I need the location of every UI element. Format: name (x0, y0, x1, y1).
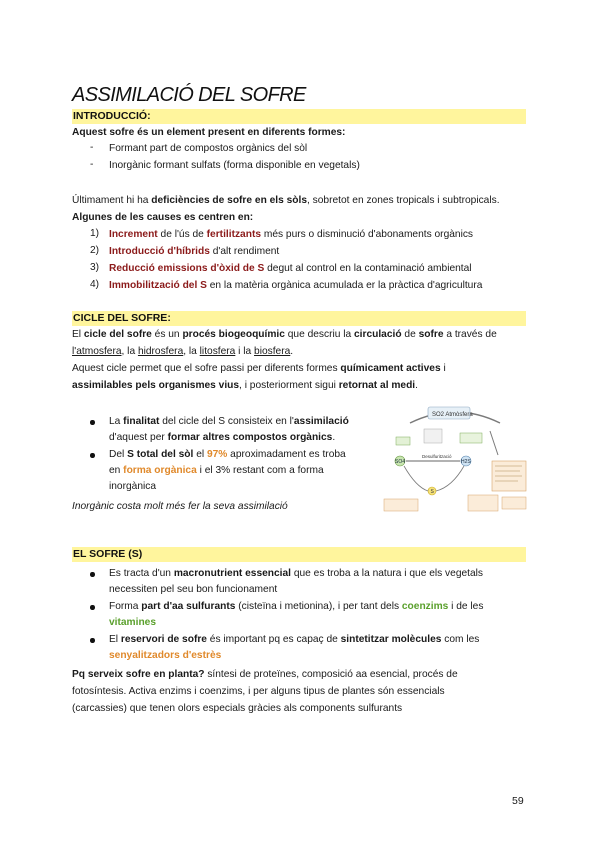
h2s-label: H2S (461, 459, 471, 465)
cycle-bullet1-line1 (109, 415, 349, 428)
text-red: fertilitzants (206, 229, 261, 240)
dash-marker: - (90, 142, 94, 153)
deficit-line (72, 194, 500, 207)
text: aproximadament es troba (227, 449, 346, 460)
cause-4 (109, 279, 482, 292)
text-bold: reservori de sofre (120, 634, 207, 645)
text: . (290, 346, 294, 357)
bullet-icon (90, 572, 95, 577)
text: és important pq es capaç de (206, 634, 341, 645)
text-underline: litosfera (199, 346, 236, 357)
text-bold: finalitat (123, 416, 160, 427)
text: en (109, 465, 124, 476)
oxidation-box (468, 495, 498, 511)
text-bold: retornat al medi (338, 380, 416, 391)
cause-3 (109, 262, 472, 275)
text: , sobretot en zones tropicals i subtropicals. (307, 195, 500, 206)
sofre-b2-line1 (109, 600, 483, 613)
text: i de les (448, 601, 484, 612)
text-bold: deficiències de sofre en els sòls (151, 195, 307, 206)
text: , i posteriorment sigui (239, 380, 339, 391)
text: El (109, 634, 121, 645)
sofre-heading: EL SOFRE (S) (73, 548, 143, 560)
text: de l'ús de (157, 229, 207, 240)
intro-lead: Aquest sofre és un element present en diferents formes: (72, 127, 346, 138)
text: . (415, 380, 418, 391)
node-box (396, 437, 410, 445)
cause-2 (109, 245, 279, 258)
dash-marker: - (90, 159, 94, 170)
atmosphere-label: SO2 Atmòsfera (432, 412, 473, 418)
text: Del (109, 449, 128, 460)
causes-lead: Algunes de les causes es centren en: (72, 212, 254, 223)
sofre-b3-line1 (109, 633, 479, 646)
cycle-p1-line1 (72, 328, 497, 341)
text: és un (151, 329, 183, 340)
list-number: 4) (90, 279, 100, 290)
text-bold: Pq serveix sofre en planta? (72, 669, 205, 680)
text: El (72, 329, 84, 340)
text-red: Immobilització del S (109, 280, 207, 291)
text-underline: hidrosfera (137, 346, 184, 357)
text: més purs o disminució d'abonaments orgànics (261, 229, 474, 240)
cycle-bullet1-line2 (109, 431, 335, 444)
text-red: Introducció d'híbrids (109, 246, 210, 257)
text: Es tracta d'un (109, 568, 174, 579)
sofre-pq-line1 (72, 668, 458, 681)
text: en la matèria orgànica acumulada er la pràctica d'agricultura (206, 280, 483, 291)
cycle-heading: CICLE DEL SOFRE: (73, 312, 171, 324)
text: i el 3% restant com a forma (196, 465, 324, 476)
cycle-bullet2-line1 (109, 448, 346, 461)
text: degut al control en la contaminació ambiental (264, 263, 472, 274)
sofre-pq-line2: fotosíntesis. Activa enzims i coenzims, i per alguns tipus de plantes són essencials (72, 686, 445, 697)
list-number: 2) (90, 245, 100, 256)
intro-dash-1: Formant part de compostos orgànics del sòl (109, 143, 308, 154)
text: . (332, 432, 336, 443)
cycle-bullet2-line3: inorgànica (109, 481, 157, 492)
text: i (440, 363, 446, 374)
text-bold: sofre (418, 329, 444, 340)
text: Forma (109, 601, 142, 612)
bullet-icon (90, 605, 95, 610)
list-number: 1) (90, 228, 100, 239)
bullet-icon (90, 638, 95, 643)
node-box (424, 429, 442, 443)
sofre-b1-line1 (109, 567, 483, 580)
soil-box (384, 499, 418, 511)
text: (cisteïna i metionina), i per tant dels (235, 601, 402, 612)
cycle-note: Inorgànic costa molt més fer la seva assimilació (72, 501, 288, 512)
sofre-b2-line2: vitamines (109, 617, 156, 628)
text: síntesi de proteïnes, composició aa esencial, procés de (204, 669, 458, 680)
sofre-pq-line3: (carcassies) que tenen olors especials gràcies als components sulfurants (72, 703, 403, 714)
cycle-p1-line2 (72, 345, 293, 358)
text: Últimament hi ha (72, 195, 152, 206)
sulfur-label: S (430, 489, 434, 495)
list-number: 3) (90, 262, 100, 273)
text-bold: sintetitzar molècules (340, 634, 442, 645)
page-number: 59 (512, 795, 524, 807)
text-underline: biosfera (254, 346, 291, 357)
text-red: Reducció emissions d'òxid de S (109, 263, 265, 274)
text: Aquest cicle permet que el sofre passi per diferents formes (72, 363, 341, 374)
bullet-icon (90, 420, 95, 425)
sulfur-cycle-diagram (380, 403, 530, 513)
text-red: Increment (109, 229, 158, 240)
text-green: coenzims (401, 601, 449, 612)
text-underline: l'atmosfera (72, 346, 122, 357)
text: a través de (443, 329, 497, 340)
text: , la (183, 346, 200, 357)
sofre-b1-line2: necessiten pel seu bon funcionament (109, 584, 278, 595)
text-bold: químicament actives (340, 363, 441, 374)
cycle-p2-line2 (72, 379, 418, 392)
intro-heading: INTRODUCCIÓ: (73, 110, 151, 122)
text-bold: assimilació (293, 416, 349, 427)
text-bold: assimilables pels organismes vius (72, 380, 240, 391)
cause-1 (109, 228, 473, 241)
text-bold: macronutrient essencial (173, 568, 292, 579)
text: d'aquest per (109, 432, 168, 443)
text-bold: part d'aa sulfurants (141, 601, 236, 612)
text: que es troba a la natura i que els vegetals (291, 568, 484, 579)
text-orange: forma orgànica (123, 465, 197, 476)
text-orange: 97% (206, 449, 228, 460)
intro-dash-2: Inorgànic formant sulfats (forma disponible en vegetals) (109, 160, 360, 171)
text: que descriu la (284, 329, 354, 340)
text: com les (441, 634, 480, 645)
sofre-b3-line2: senyalitzadors d'estrès (109, 650, 222, 661)
reduction-box (502, 497, 526, 509)
text: , la (121, 346, 138, 357)
text: d'alt rendiment (209, 246, 280, 257)
text: el (193, 449, 207, 460)
text-bold: procés biogeoquímic (182, 329, 285, 340)
sulfate-label: SO4 (395, 459, 406, 465)
text: del cicle del S consisteix en l' (159, 416, 294, 427)
node-box (460, 433, 482, 443)
text-bold: S total del sòl (127, 449, 194, 460)
text-bold: circulació (354, 329, 402, 340)
text-bold: cicle del sofre (83, 329, 152, 340)
text: La (109, 416, 124, 427)
bullet-icon (90, 453, 95, 458)
cycle-p2-line1 (72, 362, 446, 375)
text-bold: formar altres compostos orgànics (167, 432, 333, 443)
dissim-label: Desulfurització (422, 454, 452, 459)
text: de (401, 329, 419, 340)
page-title: ASSIMILACIÓ DEL SOFRE (72, 84, 306, 106)
text: i la (235, 346, 255, 357)
cycle-bullet2-line2 (109, 464, 324, 477)
